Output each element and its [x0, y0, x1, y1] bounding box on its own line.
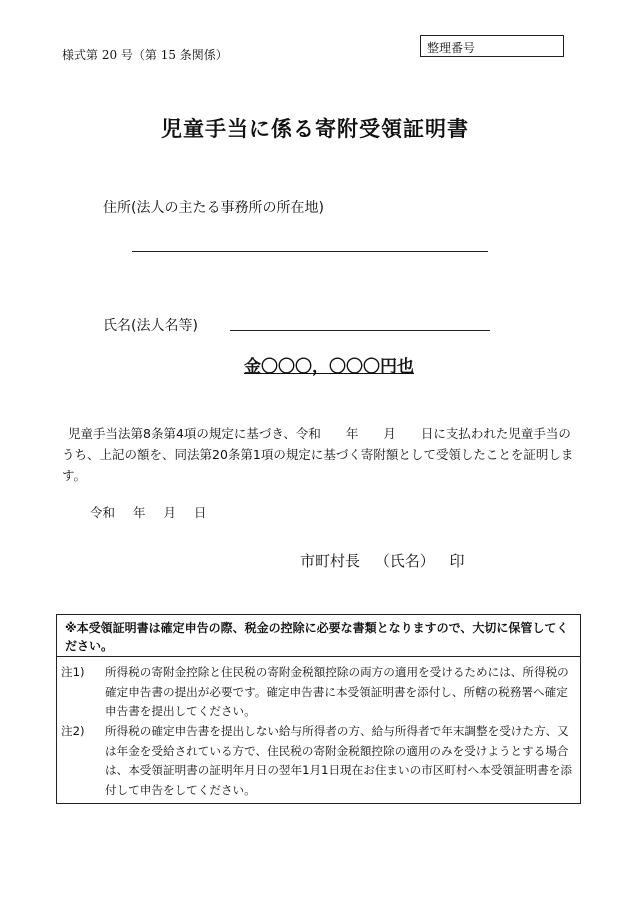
mayor-signature: 市町村長 （氏名） 印 [300, 552, 465, 570]
notice-box [56, 614, 581, 804]
reference-number-box[interactable] [420, 35, 564, 57]
note-label: 注1) [61, 665, 85, 679]
donation-amount: 金〇〇〇，〇〇〇円也 [244, 357, 414, 377]
reference-number-label: 整理番号 [427, 41, 476, 55]
note-item [61, 663, 576, 723]
certification-text: 児童手当法第8条第4項の規定に基づき、令和 年 月 日に支払われた児童手当のうち、上記の額を、同法第20条第1項の規定に基づく寄附額として受領したことを証明します。 [62, 426, 574, 483]
issue-date: 令和 年 月 日 [90, 505, 207, 520]
page-title: 児童手当に係る寄附受領証明書 [161, 117, 469, 141]
name-label: 氏名(法人名等) [103, 318, 198, 334]
notice-heading: ※本受領証明書は確定申告の際、税金の控除に必要な書類となりますので、大切に保管してください。 [57, 615, 580, 657]
note-label: 注2) [61, 724, 85, 738]
form-number: 様式第 20 号（第 15 条関係） [62, 48, 228, 62]
note-text: 所得税の確定申告書を提出しない給与所得者の方、給与所得者で年末調整を受けた方、又は年金を受給されている方で、住民税の寄附金税額控除の適用のみを受けようとする場合は、本受領証明書の証明年月日の翌年1月1日現在お住まいの市区町村へ本受領証明書を添付して申告をしてください。 [105, 724, 572, 797]
note-text: 所得税の寄附金控除と住民税の寄附金税額控除の両方の適用を受けるためには、所得税の確定申告書の提出が必要です。確定申告書に本受領証明書を添付し、所轄の税務署へ確定申告書を提出してください。 [105, 665, 569, 718]
name-field[interactable] [230, 330, 490, 331]
address-field[interactable] [132, 251, 488, 252]
note-item [61, 722, 576, 802]
address-label: 住所(法人の主たる事務所の所在地) [103, 200, 324, 216]
